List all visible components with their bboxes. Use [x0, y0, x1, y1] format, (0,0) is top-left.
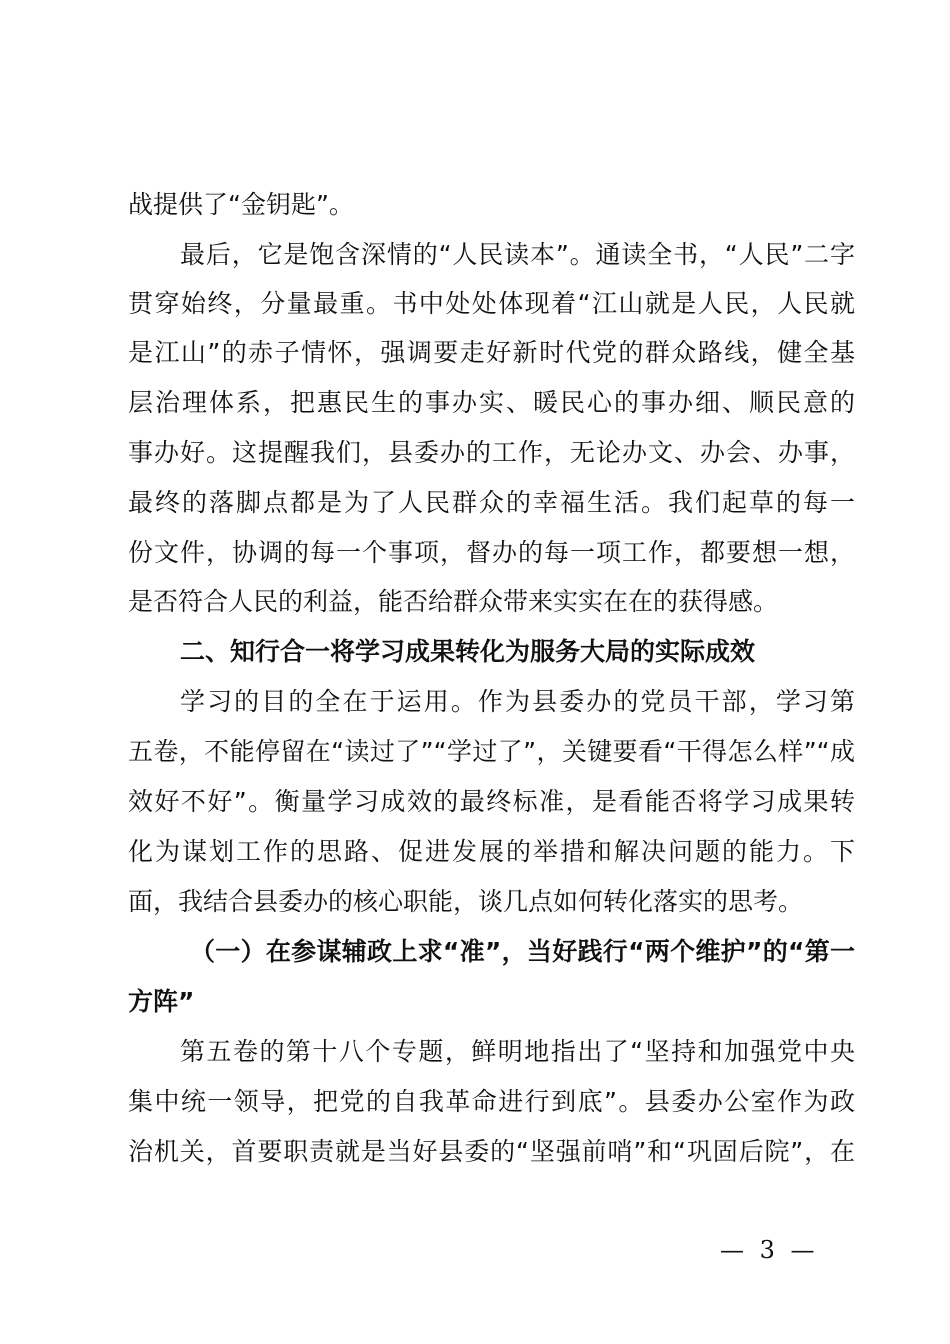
text-line: 学习的目的全在于运用。作为县委办的党员干部，学习第 [180, 687, 855, 716]
section-heading-line: （一）在参谋辅政上求“准”，当好践行“两个维护”的“第一 [190, 937, 855, 966]
text-line: 贯穿始终，分量最重。书中处处体现着“江山就是人民，人民就 [128, 289, 855, 318]
section-heading-line: 二、知行合一将学习成果转化为服务大局的实际成效 [180, 637, 756, 666]
section-heading-line: 方阵” [128, 987, 195, 1016]
text-line: 是否符合人民的利益，能否给群众带来实实在在的获得感。 [128, 587, 779, 616]
text-line: 五卷，不能停留在“读过了”“学过了”，关键要看“干得怎么样”“成 [128, 737, 855, 766]
text-line: 面，我结合县委办的核心职能，谈几点如何转化落实的思考。 [128, 887, 804, 916]
text-line: 效好不好”。衡量学习成效的最终标准，是看能否将学习成果转 [128, 787, 855, 816]
text-line: 最终的落脚点都是为了人民群众的幸福生活。我们起草的每一 [128, 488, 855, 517]
text-line: 战提供了“金钥匙”。 [128, 190, 354, 219]
text-line: 集中统一领导，把党的自我革命进行到底”。县委办公室作为政 [128, 1087, 855, 1116]
text-line: 化为谋划工作的思路、促进发展的举措和解决问题的能力。下 [128, 837, 855, 866]
text-line: 是江山”的赤子情怀，强调要走好新时代党的群众路线，健全基 [128, 338, 855, 367]
text-line: 层治理体系，把惠民生的事办实、暖民心的事办细、顺民意的 [128, 388, 855, 417]
text-line: 事办好。这提醒我们，县委办的工作，无论办文、办会、办事， [128, 438, 855, 467]
page-number: — 3 — [720, 1236, 819, 1264]
text-line: 治机关，首要职责就是当好县委的“坚强前哨”和“巩固后院”，在 [128, 1137, 855, 1166]
text-line: 份文件，协调的每一个事项，督办的每一项工作，都要想一想， [128, 538, 855, 567]
text-line: 最后，它是饱含深情的“人民读本”。通读全书，“人民”二字 [180, 240, 855, 269]
text-line: 第五卷的第十八个专题，鲜明地指出了“坚持和加强党中央 [180, 1037, 855, 1066]
